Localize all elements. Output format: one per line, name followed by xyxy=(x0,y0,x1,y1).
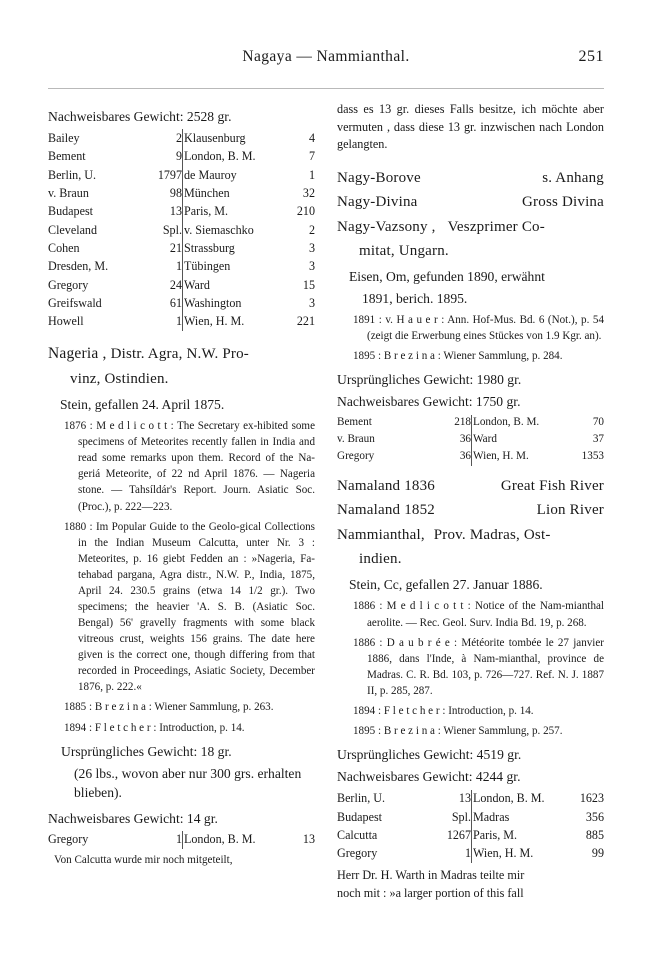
two-column-body xyxy=(48,101,604,902)
table-row xyxy=(48,258,315,276)
collection-weight: 32 xyxy=(302,185,315,200)
table-row xyxy=(48,166,315,184)
reference-entry: 1886 : D a u b r é e : Météorite tombée le 27 janvier 1886, dans l'Inde, à Nam-mianthal, province de Madras. C. R. Bd. 103, p. 726—727. Ref. N. J. 1887 II, p. 285, 287. xyxy=(353,636,604,697)
note-continuation: Herr Dr. H. Warth in Madras teilte mir xyxy=(337,868,525,883)
entry-heading-nammianthal xyxy=(337,525,604,546)
reference-entry: 1895 : B r e z i n a : Wiener Sammlung, p. 257. xyxy=(353,724,563,737)
collection-name: Gregory xyxy=(48,277,89,292)
collection-name: Budapest xyxy=(48,204,94,219)
collection-name: Cohen xyxy=(48,241,80,256)
collection-name: v. Siemaschko xyxy=(184,222,254,237)
collection-weight: 1 xyxy=(175,314,182,329)
nachweisbares-gewicht: Nachweisbares Gewicht: 4244 gr. xyxy=(337,769,521,785)
collection-name: Bement xyxy=(48,149,86,164)
table-row xyxy=(48,221,315,239)
collection-weight: 13 xyxy=(169,204,182,219)
collection-name: Ward xyxy=(473,433,497,446)
table-row xyxy=(337,790,604,808)
entry-heading-nagy-divina xyxy=(337,192,604,213)
collection-name: Madras xyxy=(473,809,510,824)
table-row xyxy=(48,276,315,294)
collection-name: Ward xyxy=(184,277,210,292)
table-row xyxy=(48,129,315,147)
collection-weight: 210 xyxy=(296,204,315,219)
fall-description: Stein, Cc, gefallen 27. Januar 1886. xyxy=(349,577,543,593)
collection-weight: 9 xyxy=(175,149,182,164)
entry-crossref: Lion River xyxy=(536,502,604,519)
collection-weight: 2 xyxy=(175,130,182,145)
collection-weight: 1353 xyxy=(581,450,604,463)
nachweisbares-gewicht-heading: Nachweisbares Gewicht: 2528 gr. xyxy=(48,109,232,124)
entry-crossref: s. Anhang xyxy=(542,170,604,187)
running-title: Nagaya — Nammianthal. xyxy=(242,48,410,65)
table-row xyxy=(48,239,315,257)
collection-weight: 218 xyxy=(454,416,471,429)
reference-entry: 1894 : F l e t c h e r : Introduction, p. 14. xyxy=(64,721,245,734)
urspruengliches-gewicht: Ursprüngliches Gewicht: 18 gr. xyxy=(61,743,232,759)
collection-name: Paris, M. xyxy=(184,204,229,219)
header-rule xyxy=(48,88,604,89)
entry-heading-namaland-1852 xyxy=(337,500,604,521)
table-row xyxy=(48,313,315,331)
table-row xyxy=(337,808,604,826)
collection-name: Tübingen xyxy=(184,259,231,274)
collection-name: London, B. M. xyxy=(473,791,545,806)
reference-entry: 1886 : M e d l i c o t t : Notice of the Nam-mianthal aerolite. — Rec. Geol. Surv. India Bd. 19, p. 268. xyxy=(353,600,604,629)
entry-heading-nageria xyxy=(48,343,315,365)
specimen-table-nagaya xyxy=(48,129,315,331)
collection-name: Greifswald xyxy=(48,296,102,311)
left-column xyxy=(48,101,315,902)
page-header xyxy=(48,44,604,78)
collection-weight: 1 xyxy=(464,846,471,861)
collection-weight: 3 xyxy=(308,296,315,311)
reference-entry: 1880 : Im Popular Guide to the Geolo-gical Collections in the Indian Museum Calcutta, unter Nr. 3 : Meteorites, p. 16 giebt Fedden an : »Nageria, Fa-tehabad pargana, Agra distr., N.W. P., India, 1875, April 24. 230.5 grains (etwa 14 1/2 gr.). Two specimens; the heavier 'A. S. B. (Asiatic Soc. Bengal) 56' gravelly fragments with some black vitreous crust, weights 156 grains. The date here given is the correct one, though differing from that recorded in Proceedings, Asiatic Society, December 1876, p. 222.« xyxy=(64,520,315,694)
entry-name: Nammianthal, xyxy=(337,526,425,543)
collection-weight: 7 xyxy=(308,149,315,164)
nachweisbares-gewicht: Nachweisbares Gewicht: 1750 gr. xyxy=(337,394,521,410)
table-row xyxy=(337,449,604,466)
table-row xyxy=(48,203,315,221)
entry-heading-nagy-borove xyxy=(337,168,604,189)
collection-weight: 1267 xyxy=(446,827,471,842)
collection-name: Budapest xyxy=(337,809,383,824)
table-row xyxy=(48,831,315,849)
collection-name: Strassburg xyxy=(184,241,235,256)
table-row xyxy=(48,295,315,313)
entry-name-text: Namaland xyxy=(337,477,401,494)
collection-weight: 1 xyxy=(308,167,315,182)
entry-year: 1836 xyxy=(404,477,436,494)
collection-name: Gregory xyxy=(48,832,89,847)
collection-weight: 221 xyxy=(296,314,315,329)
collection-name: Berlin, U. xyxy=(48,167,97,182)
collection-weight: 36 xyxy=(459,450,471,463)
collection-name: de Mauroy xyxy=(184,167,237,182)
collection-weight: 98 xyxy=(169,185,182,200)
collection-weight: 356 xyxy=(585,809,604,824)
collection-weight: 24 xyxy=(169,277,182,292)
collection-name: München xyxy=(184,185,230,200)
collection-name: Calcutta xyxy=(337,827,378,842)
table-row xyxy=(337,415,604,432)
table-row xyxy=(48,148,315,166)
collection-name: Washington xyxy=(184,296,242,311)
collection-weight: 3 xyxy=(308,241,315,256)
collection-weight: 13 xyxy=(302,832,315,847)
find-description: Eisen, Om, gefunden 1890, erwähnt xyxy=(349,269,545,285)
note-continuation: Von Calcutta wurde mir noch mitgeteilt, xyxy=(54,854,233,867)
collection-name: Berlin, U. xyxy=(337,791,386,806)
collection-weight: 885 xyxy=(585,827,604,842)
entry-locality: Prov. Madras, Ost- xyxy=(433,526,551,543)
right-column xyxy=(337,101,604,902)
collection-name: Cleveland xyxy=(48,222,98,237)
continued-paragraph: dass es 13 gr. dieses Falls besitze, ich möchte aber vermuten , dass diese 13 gr. inzwischen nach London gelangten. xyxy=(337,102,604,152)
collection-weight: 15 xyxy=(302,277,315,292)
collection-name: Dresden, M. xyxy=(48,259,109,274)
collection-weight: 1 xyxy=(175,259,182,274)
entry-locality-line2: mitat, Ungarn. xyxy=(359,242,449,259)
entry-name xyxy=(337,500,435,521)
collection-weight: 13 xyxy=(458,791,471,806)
collection-name: Howell xyxy=(48,314,84,329)
collection-weight: Spl. xyxy=(451,809,471,824)
entry-name xyxy=(337,476,435,497)
reference-entry: 1876 : M e d l i c o t t : The Secretary ex-hibited some specimens of Meteorites recently fallen in India and read some remarks upon them. Record of the Na-geriá Meteorite, of 22 nd April 1876. — Nageria stone. — Tahsíldár's Report. Journ. Asiatic Soc. (Proc.), p. 222—223. xyxy=(64,420,315,513)
entry-name: Nageria , xyxy=(48,345,107,363)
urspruengliches-gewicht: Ursprüngliches Gewicht: 1980 gr. xyxy=(337,372,522,388)
collection-name: v. Braun xyxy=(48,185,89,200)
collection-name: Wien, H. M. xyxy=(184,314,245,329)
collection-weight: 2 xyxy=(308,222,315,237)
nachweisbares-gewicht: Nachweisbares Gewicht: 14 gr. xyxy=(48,810,218,826)
entry-year: 1852 xyxy=(404,502,436,519)
reference-entry: 1894 : F l e t c h e r : Introduction, p. 14. xyxy=(353,704,534,717)
entry-name: Nagy-Divina xyxy=(337,194,418,211)
collection-weight: 70 xyxy=(592,416,604,429)
urspruengliches-gewicht: Ursprüngliches Gewicht: 4519 gr. xyxy=(337,747,522,763)
collection-name: London, B. M. xyxy=(473,416,540,429)
entry-name: Nagy-Borove xyxy=(337,170,421,187)
entry-locality-line2: vinz, Ostindien. xyxy=(70,370,169,387)
collection-weight: 37 xyxy=(592,433,604,446)
collection-name: London, B. M. xyxy=(184,832,256,847)
collection-name: Klausenburg xyxy=(184,130,246,145)
collection-name: Wien, H. M. xyxy=(473,450,529,463)
collection-name: Wien, H. M. xyxy=(473,846,534,861)
urspruengliches-gewicht-cont: (26 lbs., wovon aber nur 300 grs. erhalten blieben). xyxy=(74,765,302,801)
collection-name: Bement xyxy=(337,416,372,429)
page-number: 251 xyxy=(578,48,604,65)
collection-weight: 1797 xyxy=(157,167,182,182)
entry-locality: Distr. Agra, N.W. Pro- xyxy=(110,346,249,363)
entry-name-text: Namaland xyxy=(337,502,401,519)
entry-locality-line2: indien. xyxy=(359,550,402,567)
collection-weight: 1 xyxy=(175,832,182,847)
collection-weight: Spl. xyxy=(162,222,182,237)
collection-name: Gregory xyxy=(337,450,375,463)
collection-name: v. Braun xyxy=(337,433,375,446)
collection-name: Gregory xyxy=(337,846,378,861)
entry-name: Nagy-Vazsony , xyxy=(337,218,436,235)
collection-weight: 3 xyxy=(308,259,315,274)
collection-weight: 4 xyxy=(308,130,315,145)
fall-description: Stein, gefallen 24. April 1875. xyxy=(60,396,225,412)
specimen-table-nageria xyxy=(48,831,315,849)
collection-weight: 1623 xyxy=(579,791,604,806)
reference-entry: 1891 : v. H a u e r : Ann. Hof-Mus. Bd. 6 (Not.), p. 54 (zeigt die Erwerbung eines Stückes von 1.9 Kgr. an). xyxy=(353,313,604,342)
table-row xyxy=(337,826,604,844)
table-row xyxy=(48,184,315,202)
collection-name: Paris, M. xyxy=(473,827,518,842)
entry-locality: Veszprimer Co- xyxy=(447,218,545,235)
collection-weight: 21 xyxy=(169,241,182,256)
collection-weight: 61 xyxy=(169,296,182,311)
table-row xyxy=(337,845,604,863)
reference-entry: 1885 : B r e z i n a : Wiener Sammlung, p. 263. xyxy=(64,701,274,714)
collection-weight: 36 xyxy=(459,433,471,446)
note-continuation: noch mit : »a larger portion of this fall xyxy=(337,885,524,900)
table-row xyxy=(337,432,604,449)
entry-heading-namaland-1836 xyxy=(337,476,604,497)
collection-name: Bailey xyxy=(48,130,80,145)
entry-heading-nagy-vazsony xyxy=(337,217,604,238)
find-description-line2: 1891, berich. 1895. xyxy=(362,290,468,306)
reference-entry: 1895 : B r e z i n a : Wiener Sammlung, p. 284. xyxy=(353,350,563,362)
entry-crossref: Gross Divina xyxy=(522,194,604,211)
specimen-table-nammianthal xyxy=(337,790,604,863)
collection-name: London, B. M. xyxy=(184,149,256,164)
entry-crossref: Great Fish River xyxy=(500,477,604,494)
specimen-table-nagy-vazsony xyxy=(337,415,604,466)
collection-weight: 99 xyxy=(591,846,604,861)
